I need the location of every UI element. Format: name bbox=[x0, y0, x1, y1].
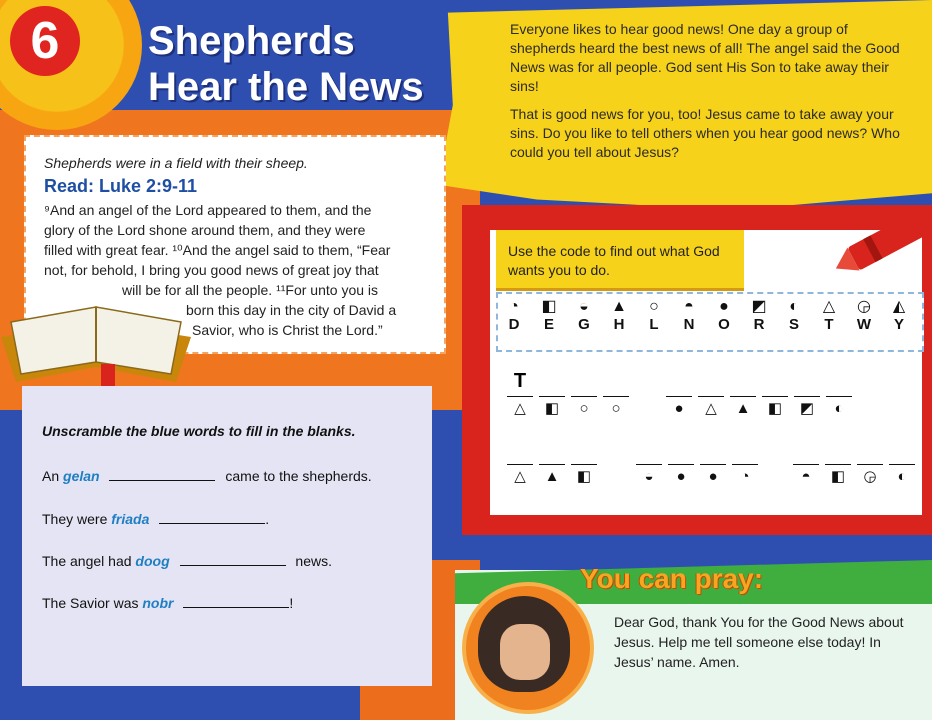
unscramble-title: Unscramble the blue words to fill in the blanks. bbox=[42, 423, 356, 439]
scripture-intro: Shepherds were in a field with their sheep. bbox=[44, 155, 308, 171]
answer-slot[interactable] bbox=[666, 396, 692, 417]
answer-slot[interactable] bbox=[507, 464, 533, 485]
code-letter: L bbox=[649, 316, 659, 333]
unscramble-sentence: They were friada . bbox=[42, 511, 270, 527]
code-letter: S bbox=[788, 316, 799, 333]
code-key-item bbox=[814, 298, 844, 333]
scripture-reference: Read: Luke 2:9-11 bbox=[44, 176, 198, 196]
prayer-title: You can pray: bbox=[580, 563, 764, 594]
slot-symbol: ◔ bbox=[740, 468, 750, 485]
unscramble-sentence: The angel had doog news. bbox=[42, 553, 332, 569]
page-title bbox=[148, 18, 424, 110]
unscramble-sentence: The Savior was nobr ! bbox=[42, 595, 294, 611]
code-letter: H bbox=[613, 316, 625, 333]
slot-symbol: ▲ bbox=[544, 468, 560, 485]
answer-slot[interactable] bbox=[571, 464, 597, 485]
answer-slot[interactable] bbox=[539, 464, 565, 485]
answer-slot[interactable] bbox=[698, 396, 724, 417]
code-letter: Y bbox=[893, 316, 904, 333]
title-line-1: Shepherds bbox=[148, 19, 355, 63]
verse-line: Savior, who is Christ the Lord.” bbox=[192, 322, 383, 338]
answer-slot[interactable] bbox=[730, 396, 756, 417]
title-line-2: Hear the News bbox=[148, 65, 424, 109]
code-letter: E bbox=[543, 316, 554, 333]
scrambled-word: doog bbox=[135, 553, 170, 569]
verse-line: glory of the Lord shone around them, and they were bbox=[44, 222, 366, 238]
answer-slot[interactable] bbox=[857, 464, 883, 485]
code-symbol: ◶ bbox=[857, 298, 871, 315]
code-key-item bbox=[849, 298, 879, 333]
code-symbol: ◒ bbox=[579, 298, 589, 315]
slot-symbol: ● bbox=[674, 400, 684, 417]
news-paragraph-1: Everyone likes to hear good news! One day a group of shepherds heard the best news of all! The angel said the Good News was for all people. God sent His Son to take away their sins! bbox=[510, 21, 900, 94]
answer-slot[interactable] bbox=[826, 396, 852, 417]
scrambled-word: nobr bbox=[142, 595, 174, 611]
code-symbol: ◩ bbox=[751, 298, 767, 315]
slot-symbol: ◐ bbox=[834, 400, 844, 417]
code-symbol: ◓ bbox=[684, 298, 694, 315]
answer-slot[interactable] bbox=[793, 464, 819, 485]
news-paragraph-2: That is good news for you, too! Jesus came to take away your sins. Do you like to tell others when you hear good news? Who could you tell about Jesus? bbox=[510, 106, 900, 160]
code-letter: D bbox=[508, 316, 520, 333]
bible-icon bbox=[0, 282, 196, 397]
answer-blank[interactable] bbox=[109, 466, 215, 481]
slot-symbol: ◧ bbox=[544, 400, 560, 417]
slot-symbol: △ bbox=[705, 400, 717, 417]
praying-girl-face bbox=[500, 624, 550, 680]
scrambled-word: gelan bbox=[63, 468, 100, 484]
answer-slot[interactable] bbox=[889, 464, 915, 485]
verse-line: ⁹And an angel of the Lord appeared to them, and the bbox=[44, 202, 372, 218]
code-key-item bbox=[709, 298, 739, 333]
code-key-item bbox=[779, 298, 809, 333]
code-symbol: ● bbox=[719, 298, 729, 315]
code-letter: W bbox=[856, 316, 872, 333]
scrambled-word: friada bbox=[111, 511, 150, 527]
slot-symbol: △ bbox=[514, 468, 526, 485]
slot-symbol: △ bbox=[514, 400, 526, 417]
answer-slot[interactable] bbox=[825, 464, 851, 485]
slot-symbol: ○ bbox=[579, 400, 589, 417]
code-symbol: ▲ bbox=[611, 298, 627, 315]
lesson-number: 6 bbox=[10, 6, 80, 76]
slot-symbol: ● bbox=[708, 468, 718, 485]
answer-slot[interactable] bbox=[794, 396, 820, 417]
news-text bbox=[510, 20, 905, 171]
slot-symbol: ◓ bbox=[801, 468, 811, 485]
slot-symbol: ◧ bbox=[576, 468, 592, 485]
slot-symbol: ○ bbox=[611, 400, 621, 417]
answer-blank[interactable] bbox=[180, 551, 286, 566]
answer-slot[interactable] bbox=[571, 396, 597, 417]
slot-symbol: ◒ bbox=[644, 468, 654, 485]
verse-line: will be for all the people. ¹¹For unto you is bbox=[122, 282, 379, 298]
answer-slot[interactable] bbox=[668, 464, 694, 485]
answer-slot[interactable] bbox=[539, 396, 565, 417]
code-letter: G bbox=[578, 316, 590, 333]
answer-blank[interactable] bbox=[159, 509, 265, 524]
code-symbol: △ bbox=[822, 298, 836, 315]
code-key-item bbox=[534, 298, 564, 333]
code-key-item bbox=[499, 298, 529, 333]
code-symbol: ◔ bbox=[509, 298, 519, 315]
code-letter: O bbox=[718, 316, 730, 333]
slot-symbol: ◩ bbox=[799, 400, 815, 417]
answer-slot[interactable] bbox=[732, 464, 758, 485]
answer-slot[interactable] bbox=[700, 464, 726, 485]
code-key-item bbox=[674, 298, 704, 333]
slot-symbol: ◧ bbox=[830, 468, 846, 485]
answer-slot[interactable] bbox=[603, 396, 629, 417]
slot-symbol: ● bbox=[676, 468, 686, 485]
answer-slot[interactable] bbox=[507, 370, 533, 417]
code-instruction: Use the code to find out what God wants you to do. bbox=[508, 243, 720, 278]
verse-line: born this day in the city of David a bbox=[186, 302, 397, 318]
verse-line: filled with great fear. ¹⁰And the angel said to them, “Fear bbox=[44, 242, 391, 258]
crayon-icon bbox=[828, 205, 932, 275]
answer-slot[interactable] bbox=[636, 464, 662, 485]
code-letter: N bbox=[683, 316, 695, 333]
slot-symbol: ◧ bbox=[767, 400, 783, 417]
code-letter: T bbox=[824, 316, 834, 333]
code-key-item bbox=[639, 298, 669, 333]
answer-slot[interactable] bbox=[762, 396, 788, 417]
code-key-item bbox=[744, 298, 774, 333]
slot-symbol: ◐ bbox=[897, 468, 907, 485]
code-key-item bbox=[604, 298, 634, 333]
code-letter: R bbox=[753, 316, 765, 333]
answer-hint: T bbox=[513, 370, 527, 392]
code-symbol: ◭ bbox=[892, 298, 906, 315]
code-symbol: ○ bbox=[649, 298, 659, 315]
code-symbol: ◧ bbox=[541, 298, 557, 315]
prayer-text: Dear God, thank You for the Good News about Jesus. Help me tell someone else today! In Jesus’ name. Amen. bbox=[614, 614, 904, 670]
slot-symbol: ◶ bbox=[863, 468, 877, 485]
slot-symbol: ▲ bbox=[735, 400, 751, 417]
verse-line: not, for behold, I bring you good news of great joy that bbox=[44, 262, 379, 278]
code-key-item bbox=[884, 298, 914, 333]
code-symbol: ◐ bbox=[789, 298, 799, 315]
code-key-item bbox=[569, 298, 599, 333]
unscramble-sentence: An gelan came to the shepherds. bbox=[42, 468, 372, 484]
answer-blank[interactable] bbox=[183, 593, 289, 608]
